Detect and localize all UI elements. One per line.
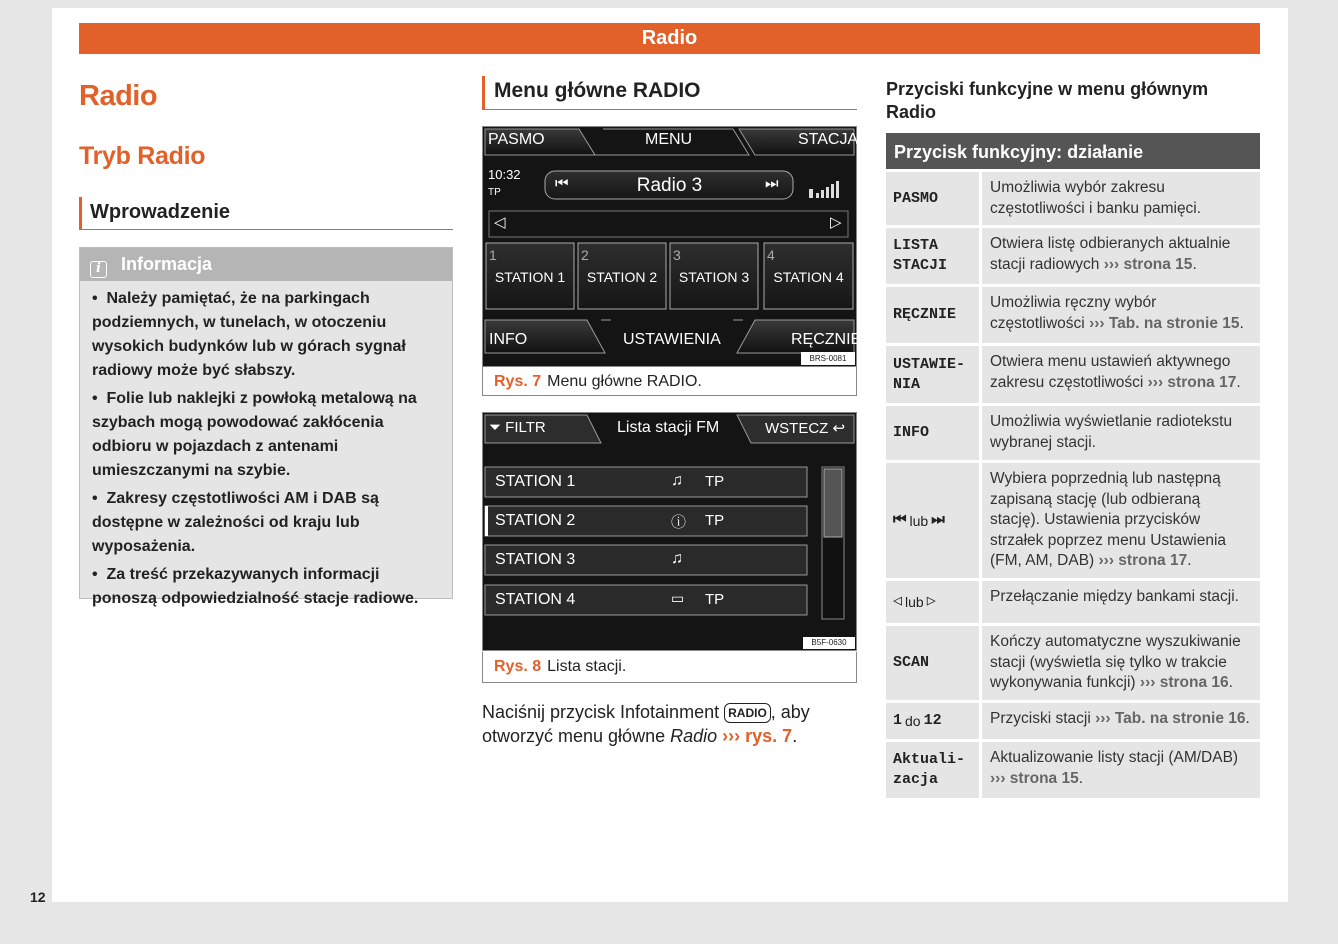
clock: 10:32 <box>488 167 521 182</box>
list-title: Lista stacji FM <box>617 419 720 436</box>
figure-radio-main-menu <box>482 126 862 367</box>
table-row: INFO Umożliwia wyświetlanie radiotekstu wybranej stacji. <box>886 406 1260 460</box>
info-header <box>80 248 452 281</box>
preset-number: 1 <box>489 247 497 263</box>
settings-button[interactable]: USTAWIENIA <box>623 331 721 348</box>
menu-heading: Menu główne RADIO <box>482 76 857 110</box>
table-row: ◁ lub ▷ Przełączanie między bankami stacji. <box>886 581 1260 623</box>
station-list-item[interactable]: STATION 3 <box>495 551 576 568</box>
tp-indicator: TP <box>705 512 725 529</box>
back-icon: ↩ <box>828 420 846 437</box>
bank-left-icon[interactable]: ◁ <box>494 214 506 231</box>
filter-icon: ⏷ <box>489 419 506 436</box>
info-icon: ⓘ <box>671 514 687 531</box>
info-button[interactable]: INFO <box>489 331 528 348</box>
bank-right-icon[interactable]: ▷ <box>830 214 842 231</box>
tab-stacja[interactable]: STACJA <box>798 131 859 148</box>
preset-button-2[interactable]: STATION 2 <box>586 269 658 285</box>
station-list-item[interactable]: STATION 4 <box>495 591 576 608</box>
station-list-item[interactable]: STATION 2 <box>495 512 576 529</box>
preset-button-3[interactable]: STATION 3 <box>678 269 750 285</box>
page-subtitle: Tryb Radio <box>79 142 206 170</box>
figure-caption: Rys. 7 Menu główne RADIO. <box>482 367 857 396</box>
table-row: SCAN Kończy automatyczne wyszukiwanie stacji (wyświetla się tylko w trakcie wykonywania funkcji) ››› strona 16. <box>886 626 1260 700</box>
tp-indicator: TP <box>488 187 501 198</box>
previous-station-icon: ⏮ <box>893 511 907 529</box>
figure-link[interactable]: rys. 7 <box>745 726 793 746</box>
station-list-item[interactable]: STATION 1 <box>495 473 576 490</box>
info-icon: i <box>90 261 107 278</box>
preset-number: 3 <box>673 247 681 263</box>
music-icon: ♫ <box>671 550 683 567</box>
figure-caption: Rys. 8 Lista stacji. <box>482 652 857 683</box>
manual-button[interactable]: RĘCZNIE <box>791 331 862 348</box>
figure-code: B5F-0630 <box>811 638 847 647</box>
section-heading: Wprowadzenie <box>79 197 453 230</box>
figure-station-list <box>482 412 857 651</box>
preset-number: 4 <box>767 247 775 263</box>
station-list-screen <box>483 413 856 650</box>
info-item: • Folie lub naklejki z powłoką metalową na szybach mogą powodować zakłócenia odbioru w pojazdach z antenami umieszczanymi na szybie. <box>92 390 417 479</box>
previous-station-icon[interactable]: ⏮ <box>555 175 569 192</box>
bank-left-icon: ◁ <box>893 593 903 610</box>
current-station: Radio 3 <box>636 175 703 196</box>
table-row: ⏮ lub ⏭ Wybiera poprzednią lub następną zapisaną stację (lub odbieraną stację). Ustawienia przycisków strzałek poprzez menu Ustawienia (FM, AM, DAB) ››› strona 17. <box>886 463 1260 578</box>
radio-key-icon: RADIO <box>724 703 771 723</box>
tab-pasmo[interactable]: PASMO <box>488 131 545 148</box>
page-number: 12 <box>30 889 46 905</box>
preset-number: 2 <box>581 247 589 263</box>
music-icon: ♫ <box>671 472 683 489</box>
preset-button-4[interactable]: STATION 4 <box>773 269 844 285</box>
next-station-icon[interactable]: ⏭ <box>765 175 779 192</box>
function-table <box>886 133 1260 801</box>
table-row: LISTA STACJI Otwiera listę odbieranych aktualnie stacji radiowych ››› strona 15. <box>886 228 1260 284</box>
table-row: USTAWIE- NIA Otwiera menu ustawień aktywnego zakresu częstotliwości ››› strona 17. <box>886 346 1260 403</box>
table-row: 1 do 12 Przyciski stacji ››› Tab. na stronie 16. <box>886 703 1260 739</box>
tp-indicator: TP <box>705 473 725 490</box>
section-header: Radio <box>79 23 1260 54</box>
next-station-icon: ⏭ <box>931 511 945 529</box>
info-item: • Zakresy częstotliwości AM i DAB są dostępne w zależności od kraju lub wyposażenia. <box>92 490 379 555</box>
table-header: Przycisk funkcyjny: działanie <box>886 133 1260 169</box>
table-row: RĘCZNIE Umożliwia ręczny wybór częstotliwości ››› Tab. na stronie 15. <box>886 287 1260 343</box>
table-row: PASMO Umożliwia wybór zakresu częstotliwości i banku pamięci. <box>886 172 1260 225</box>
tp-indicator: TP <box>705 591 725 608</box>
info-box <box>79 247 453 607</box>
tab-menu[interactable]: MENU <box>645 131 693 148</box>
info-item: • Należy pamiętać, że na parkingach podziemnych, w tunelach, w otoczeniu wysokich budynków lub w górach sygnał radiowy może być słabszy. <box>92 290 406 379</box>
preset-button-1[interactable]: STATION 1 <box>494 269 566 285</box>
info-item: • Za treść przekazywanych informacji ponoszą odpowiedzialność stacje radiowe. <box>92 566 419 607</box>
table-row: Aktuali- zacja Aktualizowanie listy stacji (AM/DAB) ››› strona 15. <box>886 742 1260 798</box>
table-title: Przyciski funkcyjne w menu głównym Radio <box>886 79 1209 122</box>
info-title: Informacja <box>121 254 213 274</box>
instruction-paragraph: Naciśnij przycisk Infotainment RADIO , aby otworzyć menu główne Radio ››› rys. 7. <box>482 702 810 746</box>
figure-code: BRS-0081 <box>809 354 847 363</box>
bank-right-icon: ▷ <box>926 593 936 610</box>
filter-button[interactable]: ⏷ FILTR <box>489 419 546 436</box>
text-icon: ▭ <box>671 590 685 606</box>
page-title: Radio <box>79 80 158 112</box>
back-button[interactable]: WSTECZ ↩ <box>765 420 846 437</box>
